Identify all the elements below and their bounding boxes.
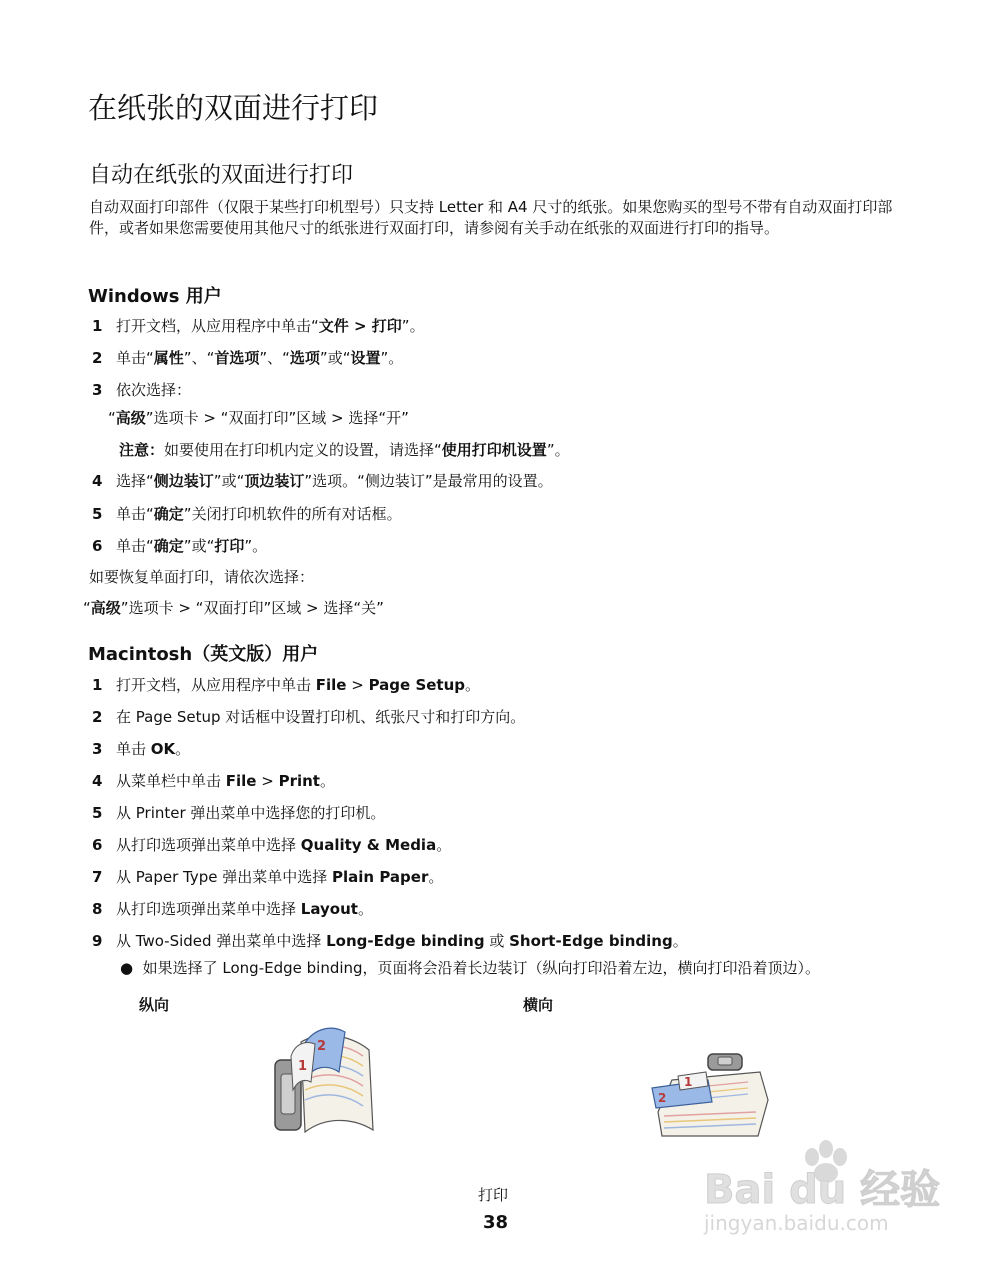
windows-step-2: 2 单击“属性”、“首选项”、“选项”或“设置”。 — [92, 349, 404, 367]
landscape-label: 横向 — [523, 996, 554, 1014]
windows-step-3-detail: “高级”选项卡 > “双面打印”区域 > 选择“开” — [108, 409, 409, 427]
windows-heading: Windows 用户 — [88, 286, 222, 307]
windows-step-3: 3 依次选择： — [92, 381, 192, 399]
portrait-page-number-2: 2 — [317, 1039, 327, 1054]
mac-step-7: 7 从 Paper Type 弹出菜单中选择 Plain Paper。 — [92, 868, 444, 886]
windows-step-4: 4 选择“侧边装订”或“顶边装订”选项。“侧边装订”是最常用的设置。 — [92, 472, 553, 490]
mac-step-5: 5 从 Printer 弹出菜单中选择您的打印机。 — [92, 804, 386, 822]
mac-step-4: 4 从菜单栏中单击 File > Print。 — [92, 772, 335, 790]
mac-step-9: 9 从 Two-Sided 弹出菜单中选择 Long-Edge binding 或 Short-Edge binding。 — [92, 932, 688, 950]
watermark-text: Bai du 经验 — [704, 1167, 940, 1210]
mac-step-1: 1 打开文档，从应用程序中单击 File > Page Setup。 — [92, 676, 481, 694]
intro-paragraph: 自动双面打印部件（仅限于某些打印机型号）只支持 Letter 和 A4 尺寸的纸张。如果您购买的型号不带有自动双面打印部件，或者如果您需要使用其他尺寸的纸张进行双面打印，请参阅有关手动在纸张的双面进行打印的指导。 — [89, 198, 893, 237]
portrait-binding-illustration — [265, 1020, 395, 1150]
baidu-paw-logo — [700, 1135, 940, 1210]
mac-step-9-bullet: ● 如果选择了 Long-Edge binding，页面将会沿着长边装订（纵向打印沿着左边，横向打印沿着顶边）。 — [120, 959, 821, 977]
landscape-page-number-2: 2 — [658, 1091, 667, 1105]
mac-heading: Macintosh（英文版）用户 — [88, 644, 319, 665]
landscape-page-number-1: 1 — [684, 1075, 693, 1089]
portrait-label: 纵向 — [139, 996, 170, 1014]
footer-section: 打印 — [478, 1186, 509, 1204]
mac-step-2: 2 在 Page Setup 对话框中设置打印机、纸张尺寸和打印方向。 — [92, 708, 526, 726]
page-title: 在纸张的双面进行打印 — [88, 91, 379, 125]
bullet-dot-icon: ● — [120, 959, 134, 977]
section-title: 自动在纸张的双面进行打印 — [89, 163, 354, 188]
windows-note: 注意：如要使用在打印机内定义的设置，请选择“使用打印机设置”。 — [119, 441, 570, 459]
portrait-page-number-1: 1 — [298, 1059, 308, 1074]
windows-step-6: 6 单击“确定”或“打印”。 — [92, 537, 268, 555]
mac-step-3: 3 单击 OK。 — [92, 740, 191, 758]
watermark-url: jingyan.baidu.com — [704, 1211, 889, 1235]
windows-revert-detail: “高级”选项卡 > “双面打印”区域 > 选择“关” — [83, 599, 384, 617]
mac-step-8: 8 从打印选项弹出菜单中选择 Layout。 — [92, 900, 373, 918]
windows-step-1: 1 打开文档，从应用程序中单击“文件 > 打印”。 — [92, 317, 425, 335]
windows-revert-text: 如要恢复单面打印，请依次选择： — [89, 568, 315, 586]
page-number: 38 — [483, 1212, 509, 1233]
landscape-binding-illustration — [648, 1050, 773, 1145]
mac-step-6: 6 从打印选项弹出菜单中选择 Quality & Media。 — [92, 836, 452, 854]
windows-step-5: 5 单击“确定”关闭打印机软件的所有对话框。 — [92, 505, 402, 523]
baidu-watermark — [700, 1135, 940, 1245]
